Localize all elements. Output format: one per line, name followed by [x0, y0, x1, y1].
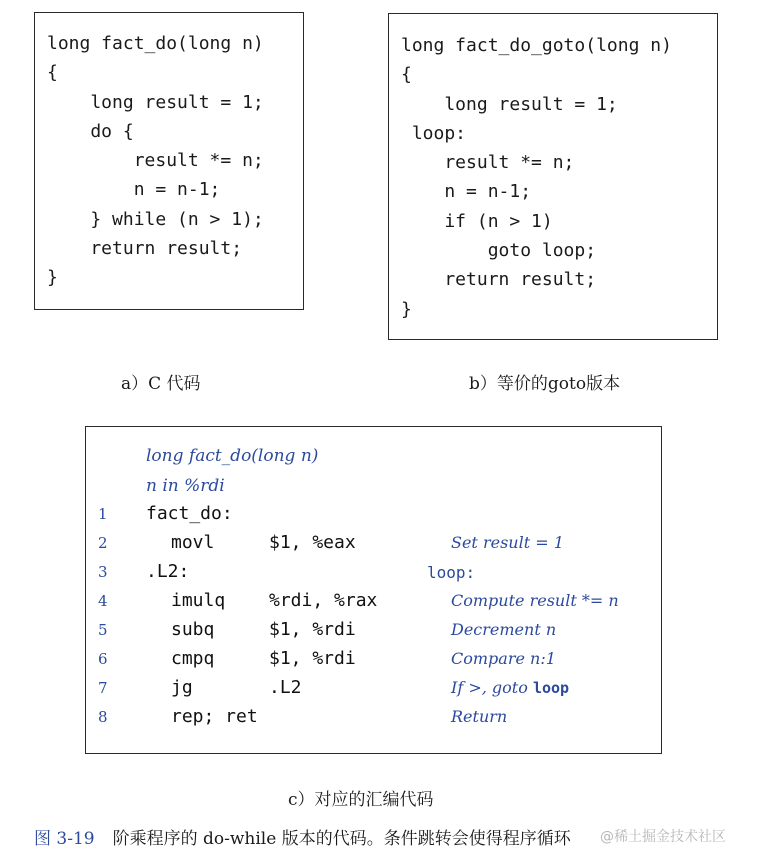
asm-instruction: rep; ret: [171, 706, 258, 727]
assembly-signature: long fact_do(long n): [146, 446, 319, 466]
assembly-line: [86, 503, 661, 532]
asm-comment: [451, 678, 569, 697]
asm-operands: $1, %rdi: [269, 619, 356, 640]
asm-instruction: imulq: [171, 590, 226, 611]
assembly-line: [86, 706, 661, 735]
line-number: 8: [98, 708, 108, 726]
asm-comment: Compute result *= n: [451, 591, 619, 610]
asm-instruction: cmpq: [171, 648, 215, 669]
asm-operands: %rdi, %rax: [269, 590, 378, 611]
line-number: 3: [98, 563, 108, 581]
assembly-line: [86, 561, 661, 590]
watermark: @稀土掘金技术社区: [600, 829, 726, 845]
panel-c-assembly-box: [85, 426, 662, 754]
asm-comment: Return: [451, 707, 508, 726]
asm-label: fact_do:: [146, 503, 233, 524]
line-number: 6: [98, 650, 108, 668]
line-number: 5: [98, 621, 108, 639]
assembly-line: [86, 532, 661, 561]
panel-a-code-box: [34, 12, 304, 310]
panel-b-code-box: [388, 13, 718, 340]
asm-instruction: jg: [171, 677, 193, 698]
asm-comment-keyword: loop: [532, 679, 570, 697]
assembly-line: [86, 619, 661, 648]
assembly-register-note: n in %rdi: [146, 476, 225, 496]
goto-source-code: long fact_do_goto(long n) { long result = 1; loop: result *= n; n = n-1; if (n > 1) goto loop; return result; }: [401, 35, 672, 320]
asm-comment-text: If >, goto: [451, 678, 533, 697]
assembly-line: [86, 590, 661, 619]
asm-instruction: subq: [171, 619, 215, 640]
assembly-line: [86, 648, 661, 677]
asm-comment: Set result = 1: [451, 533, 564, 552]
panel-b-caption: b）等价的goto版本: [469, 374, 621, 394]
asm-operands: .L2: [269, 677, 302, 698]
asm-comment-loop-label: loop:: [427, 563, 476, 582]
figure-text: 阶乘程序的 do-while 版本的代码。条件跳转会使得程序循环: [112, 829, 571, 849]
assembly-line: [86, 677, 661, 706]
figure-caption: [34, 824, 571, 849]
line-number: 2: [98, 534, 108, 552]
asm-comment: Decrement n: [451, 620, 557, 639]
line-number: 7: [98, 679, 108, 697]
panel-c-caption: c）对应的汇编代码: [288, 790, 434, 810]
panel-a-caption: a）C 代码: [121, 374, 201, 394]
figure-label: 图 3-19: [34, 829, 95, 849]
line-number: 4: [98, 592, 108, 610]
c-source-code: long fact_do(long n) { long result = 1; do { result *= n; n = n-1; } while (n > 1); return result; }: [47, 33, 264, 289]
asm-operands: $1, %eax: [269, 532, 356, 553]
asm-operands: $1, %rdi: [269, 648, 356, 669]
asm-instruction: movl: [171, 532, 215, 553]
line-number: 1: [98, 505, 108, 523]
asm-comment: Compare n:1: [451, 649, 556, 668]
asm-label: .L2:: [146, 561, 190, 582]
